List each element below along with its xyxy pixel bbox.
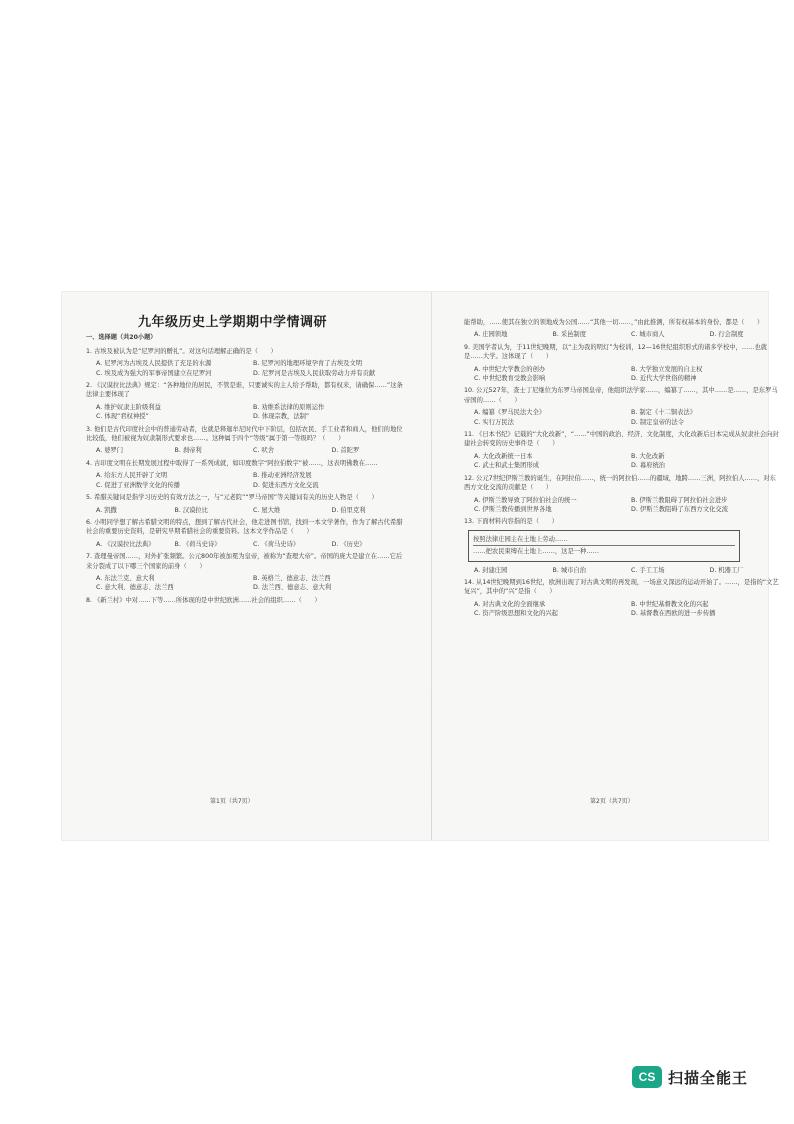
option-group — [96, 471, 404, 490]
option: B. 汉谟拉比 — [174, 506, 209, 514]
option: A. 尼罗河为古埃及人民提供了充足的水源 — [96, 360, 212, 368]
camscanner-watermark — [632, 1066, 748, 1088]
option: B. 英格兰、德意志、法兰西 — [253, 574, 331, 582]
option: A. 封建庄园 — [474, 566, 508, 574]
exam-title: 九年级历史上学期期中学情调研 — [138, 315, 328, 330]
option: D. 行会制度 — [709, 331, 744, 339]
option-group — [474, 452, 782, 471]
option-group — [96, 540, 404, 549]
option: D. 首陀罗 — [331, 447, 360, 455]
option: B. 推动亚洲经济发展 — [253, 472, 312, 480]
option: C. 吠舍 — [253, 447, 274, 455]
option: B. 中世纪基督教文化的兴起 — [631, 600, 709, 608]
page-number-right: 第2页（共7页） — [590, 798, 634, 805]
question-stem: 3. 他们是古代印度社会中的普通劳动者，也就是释迦牟尼时代中下阶层，包括农民、手工业者和商人，他们的地位比较低，他们被视为奴隶制形式要求也……。这种属于四个“等级”属于第一等级吗？（ ） — [86, 425, 403, 443]
option: A. 《汉谟拉比法典》 — [96, 540, 155, 548]
page-number-left: 第1页（共7页） — [210, 798, 254, 805]
question-stem: 11. 《日本书纪》记载的“大化改新”，“……”中国的政治、经济、文化制度，大化改新后日本完成从奴隶社会向封建社会转变的历史事件是（ ） — [464, 431, 779, 448]
option: C. 伊斯兰教传播到世界各地 — [474, 505, 552, 513]
page-fold-line — [431, 292, 432, 840]
option: C. 埃及成为强大的军事帝国建立在尼罗河 — [96, 369, 212, 377]
option: A. 婆罗门 — [96, 447, 124, 455]
option: B. 大化改新 — [631, 452, 665, 460]
question-stem: 13. 下面材料内容指的是（ ） — [464, 518, 558, 526]
option: A. 大化改新统一日本 — [474, 452, 533, 460]
option: B. 《荷马史诗》 — [174, 540, 221, 548]
option: B. 制定《十二铜表法》 — [631, 409, 696, 417]
question-stem: 5. 希腊关键词是指学习历史的有效方法之一，与“元老院”“罗马帝国”等关键词有关的历史人物是（ ） — [86, 494, 378, 502]
option-group — [474, 496, 782, 515]
option: B. 伊斯兰教阻碍了阿拉伯社会进步 — [631, 496, 728, 504]
question-stem: 4. 古印度文明在长期发展过程中取得了一系列成就，如印度数字“阿拉伯数字”被……，这表明佛教在…… — [86, 459, 378, 467]
left-page — [86, 296, 404, 608]
option-group — [96, 446, 404, 455]
option: A. 编纂《罗马民法大全》 — [474, 409, 546, 417]
option: B. 采邑制度 — [552, 331, 587, 339]
question-stem: 9. 美国学者认为，于11世纪晚期，以“主为我的明灯”为校训，12—16世纪组织形式的诸多学校中，……也就是……大学。这体现了（ ） — [464, 343, 768, 361]
section-heading: 一、选择题（共20小题） — [86, 334, 157, 342]
option-group — [474, 600, 782, 619]
question-stem: 14. 从14世纪晚期到16世纪，欧洲出现了对古典文明的再发现，一场意义深远的运动开始了。……，是指的“文艺复兴”，其中的“兴”是指（ ） — [464, 578, 779, 596]
option: A. 凯撒 — [96, 506, 117, 514]
option: D. 伯里克利 — [331, 506, 366, 514]
material-row: 按照法律庄园主在土地上劳动…… — [473, 535, 568, 543]
option: A. 东法兰克、意大利 — [96, 574, 155, 582]
option: B. 城市自治 — [552, 566, 587, 574]
question-stem: 1. 古埃及被认为是“尼罗河的赠礼”。对这句话理解正确的是（ ） — [86, 347, 277, 355]
option-group — [474, 365, 782, 384]
option: D. 体现宗教，法制” — [253, 413, 310, 421]
option: B. 劝维系法律的原则运作 — [253, 403, 325, 411]
option-group — [474, 408, 782, 427]
option: A. 对古典文化的全面继承 — [474, 600, 546, 608]
question-stem: 7. 查理曼帝国……，对外扩张频繁。公元800年被加冕为皇帝，被称为“查理大帝”。帝国的庞大是建立在……它后来分裂成了以下哪三个国家的前身（ ） — [86, 553, 403, 570]
option: C. 意大利、德意志、法兰西 — [96, 584, 174, 592]
camscanner-logo-icon: CS — [632, 1066, 662, 1088]
option: D. 促进东西方文化交流 — [253, 481, 319, 489]
question-stem: 8. 《新兰村》中对……下等……所体现的是中世纪欧洲……社会的组织……（ ） — [86, 596, 321, 604]
option: C. 资产阶级思想和文化的兴起 — [474, 610, 558, 618]
question-8-options — [474, 330, 782, 339]
question-stem: 10. 公元527年，查士丁尼继位为东罗马帝国皇帝，他组织法学家……，编纂了……，其中……是……，是东罗马帝国的……（ ） — [464, 387, 778, 404]
question-stem: 12. 公元7世纪伊斯兰教的诞生，在阿拉伯……，统一的阿拉伯……的疆域，地跨……三洲，阿拉伯人……，对东西方文化交流的贡献是（ ） — [464, 474, 776, 492]
option: D. 《历史》 — [331, 540, 366, 548]
option: C. 体现“君权神授” — [96, 413, 149, 421]
option-group — [474, 566, 782, 575]
right-question-list — [464, 343, 782, 619]
option: D. 机器工厂 — [709, 566, 744, 574]
option: A. 庄园领地 — [474, 331, 508, 339]
option: C. 手工工场 — [631, 566, 665, 574]
option-group — [96, 359, 404, 378]
option-group — [96, 506, 404, 515]
camscanner-label: 扫描全能王 — [668, 1068, 749, 1087]
continued-question-text: 能帮助，……使其在独立的领地成为公国……“其他一切……，”由此推测，所有权基本的身份，都是（ ） — [464, 319, 764, 326]
option: A. 给东方人民开辟了文明 — [96, 472, 168, 480]
option: C. 屋大维 — [253, 506, 281, 514]
option: B. 大学独立发展的自主权 — [631, 365, 703, 373]
option: D. 尼罗河是古埃及人民获取劳动力并有贡献 — [253, 369, 376, 377]
option-group — [96, 574, 404, 593]
option: C. 《荷马史诗》 — [253, 540, 300, 548]
option: A. 伊斯兰教导致了阿拉伯社会的统一 — [474, 496, 577, 504]
option: D. 幕府统治 — [631, 462, 666, 470]
option: A. 中世纪大学教会的创办 — [474, 365, 546, 373]
option: D. 伊斯兰教阻碍了东西方文化交流 — [631, 505, 729, 513]
option: B. 尼罗河的地理环境孕育了古埃及文明 — [253, 360, 363, 368]
option: C. 武士和武士集团形成 — [474, 462, 540, 470]
option: D. 制定皇帝的法令 — [631, 418, 684, 426]
option: B. 刹帝利 — [174, 447, 202, 455]
option: C. 促进了亚洲数学文化的传播 — [96, 481, 180, 489]
option: D. 法兰西、德意志、意大利 — [253, 584, 332, 592]
option: C. 实行万民法 — [474, 418, 514, 426]
option: C. 中世纪教育受教会影响 — [474, 375, 546, 383]
material-row: ……把农民束缚在土地上……，这是一种…… — [473, 545, 735, 557]
option: D. 近代大学世俗的精神 — [631, 375, 697, 383]
right-page — [464, 296, 782, 622]
question-stem: 2. 《汉谟拉比法典》规定：“各种地位的居民，不管是谁，只要诚实的主人给予帮助，都有权来，请确保……”这条法律主要体现了 — [86, 382, 403, 399]
question-stem: 6. 小明同学想了解古希腊文明的特点，想到了解古代社会，他走进图书馆，找到一本文学著作，作为了解古代希腊社会的重要历史资料，是研究早期希腊社会的重要资料。这本文学作品是（ ） — [86, 518, 403, 536]
source-material-box — [468, 530, 740, 562]
left-question-list — [86, 347, 404, 605]
option: C. 城市商人 — [631, 331, 665, 339]
option-group — [96, 403, 404, 422]
option: D. 基督教在西欧的进一步传播 — [631, 610, 716, 618]
option: A. 维护奴隶主阶级利益 — [96, 403, 161, 411]
